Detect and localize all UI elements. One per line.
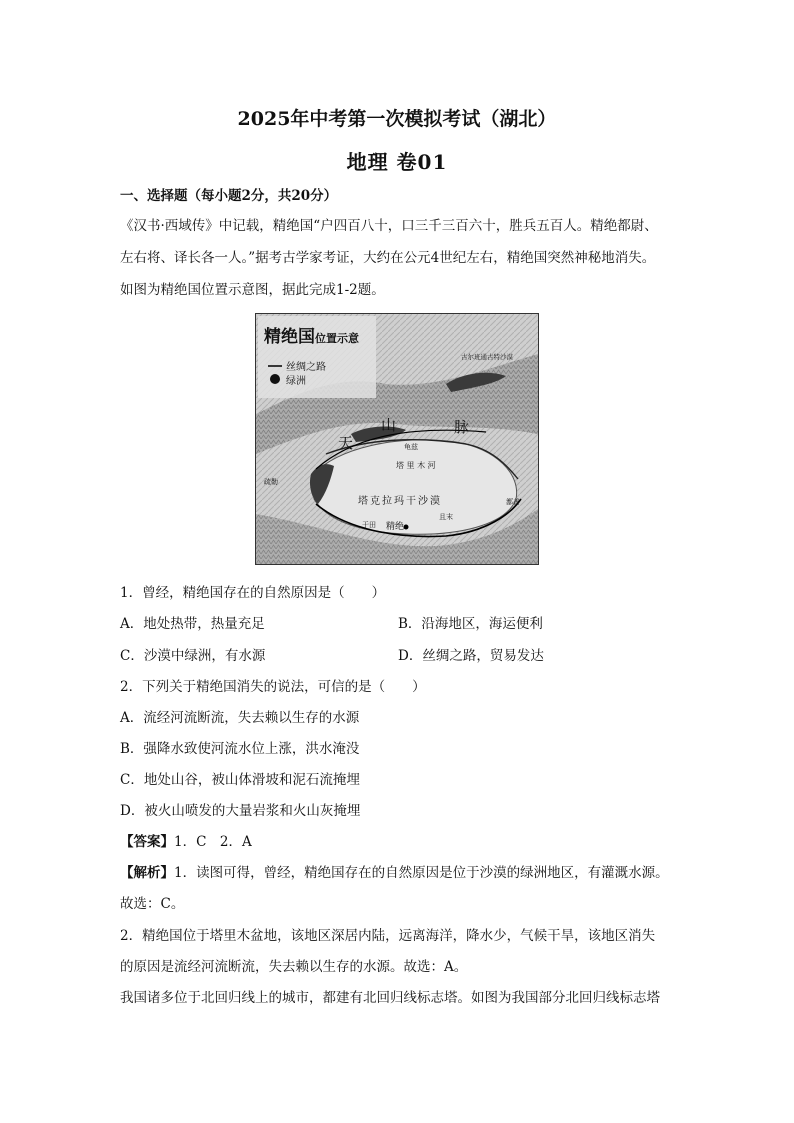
label-qiuci: 龟兹 <box>404 443 418 451</box>
analysis-line-2: 故选：C。 <box>120 896 185 912</box>
label-yutian: 于田 <box>362 521 376 529</box>
question-1-option-a: A．地处热带，热量充足 <box>120 616 265 632</box>
label-shan: 山 <box>381 416 397 434</box>
analysis-label: 【解析】 <box>120 865 174 881</box>
label-qiemo: 且末 <box>439 513 453 521</box>
analysis-line-3: 2．精绝国位于塔里木盆地，该地区深居内陆，远离海洋，降水少，气候干旱，该地区消失 <box>120 928 656 944</box>
legend-silk-road: 丝绸之路 <box>286 362 326 373</box>
answer-text: 1．C 2．A <box>174 834 252 850</box>
analysis-text-1: 1．读图可得，曾经，精绝国存在的自然原因是位于沙漠的绿洲地区，有灌溉水源。 <box>174 865 669 881</box>
analysis-line-4: 的原因是流经河流断流，失去赖以生存的水源。故选：A。 <box>120 959 468 975</box>
question-2-option-a: A．流经河流断流，失去赖以生存的水源 <box>120 710 360 726</box>
label-tarim-river: 塔 里 木 河 <box>396 461 436 470</box>
exam-title: 2025年中考第一次模拟考试（湖北） <box>237 108 557 130</box>
label-shule: 疏勒 <box>264 478 278 486</box>
label-taklamakan: 塔克拉玛干沙漠 <box>358 496 442 507</box>
analysis-line-1 <box>120 863 669 883</box>
question-1-option-c: C．沙漠中绿洲，有水源 <box>120 648 266 664</box>
question-1-stem: 1．曾经，精绝国存在的自然原因是（ ） <box>120 585 386 601</box>
jingjue-location-map <box>255 313 539 565</box>
map-title: 精绝国位置示意 <box>264 327 359 347</box>
question-1-option-d: D．丝绸之路，贸易发达 <box>398 648 544 664</box>
label-gurbantunggut: 古尔班通古特沙漠 <box>461 353 513 361</box>
section-heading: 一、选择题（每小题2分，共20分） <box>120 188 338 204</box>
question-2-option-b: B．强降水致使河流水位上涨，洪水淹没 <box>120 741 360 757</box>
label-jingjue: 精绝 <box>386 522 405 532</box>
label-mai: 脉 <box>454 418 470 436</box>
answer-label: 【答案】 <box>120 834 174 850</box>
intro-line-1: 《汉书·西域传》中记载，精绝国“户四百八十，口三千三百六十，胜兵五百人。精绝都尉、 <box>120 218 658 234</box>
exam-subtitle: 地理 卷01 <box>346 150 448 174</box>
label-shanshan: 鄯善 <box>506 498 520 506</box>
question-2-option-d: D．被火山喷发的大量岩浆和火山灰掩埋 <box>120 803 361 819</box>
legend-oasis: 绿洲 <box>286 376 306 387</box>
question-2-stem: 2．下列关于精绝国消失的说法，可信的是（ ） <box>120 679 426 695</box>
answer-line <box>120 832 252 852</box>
label-tian: 天 <box>338 434 354 452</box>
intro-line-3: 如图为精绝国位置示意图，据此完成1-2题。 <box>120 282 385 298</box>
question-1-option-b: B．沿海地区，海运便利 <box>398 616 543 632</box>
question-2-option-c: C．地处山谷，被山体滑坡和泥石流掩埋 <box>120 772 360 788</box>
intro-line-2: 左右将、译长各一人。”据考古学家考证，大约在公元4世纪左右，精绝国突然神秘地消失。 <box>120 250 656 266</box>
analysis-line-5: 我国诸多位于北回归线上的城市，都建有北回归线标志塔。如图为我国部分北回归线标志塔 <box>120 990 660 1006</box>
